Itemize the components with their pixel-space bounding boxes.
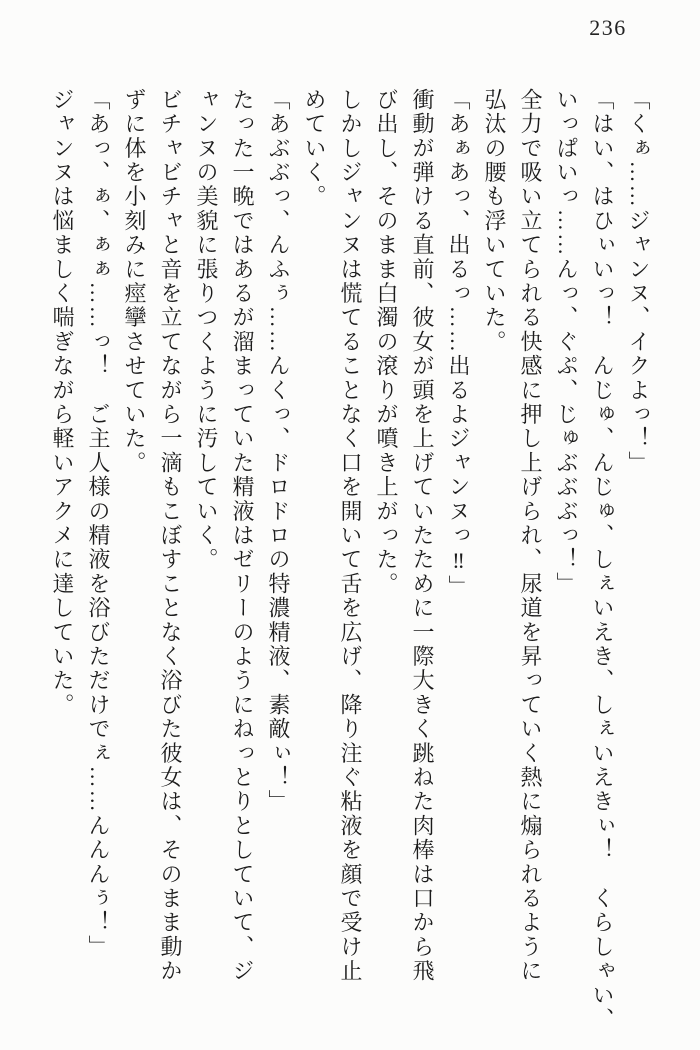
text-line: 弘汰の腰も浮いていた。 <box>482 88 507 355</box>
text-line: たった一晩ではあるが溜まっていた精液はゼリーのようにねっとりとしていて、ジ <box>230 88 255 984</box>
text-line: ビチャビチャと音を立てながら一滴もこぼすことなく浴びた彼女は、そのまま動か <box>158 88 183 984</box>
page-text <box>44 88 656 1032</box>
page-number: 236 <box>589 15 627 40</box>
text-line: 「くぁ……ジャンヌ、イクよっ！」 <box>626 88 651 476</box>
text-line: ずに体を小刻みに痙攣させていた。 <box>122 88 147 476</box>
text-line: 「あぶぶっ、んふぅ……んくっ、ドロドロの特濃精液、素敵ぃ！」 <box>266 88 291 814</box>
text-line: いっぱいっ……んっ、ぐぷ、じゅぶぶぶっ！」 <box>554 88 579 597</box>
text-line: 「あっ、ぁ、ぁぁ……っ！ ご主人様の精液を浴びただけでぇ……んんんぅ！」 <box>86 88 111 960</box>
text-line: めていく。 <box>302 88 327 209</box>
text-line: しかしジャンヌは慌てることなく口を開いて舌を広げ、降り注ぐ粘液を顔で受け止 <box>338 88 363 984</box>
text-line: ャンヌの美貌に張りつくように汚していく。 <box>194 88 219 572</box>
text-line: 「あぁあっ、出るっ……出るよジャンヌっ‼」 <box>446 88 471 600</box>
text-line: ジャンヌは悩ましく喘ぎながら軽いアクメに達していた。 <box>50 88 75 718</box>
text-line: 全力で吸い立てられる快感に押し上げられ、尿道を昇っていく熱に煽られるように <box>518 88 543 984</box>
text-line: 「はい、はひぃいっ！ んじゅ、んじゅ、しぇいえき、しぇいえきぃ！ くらしゃい、 <box>590 88 615 1032</box>
text-line: び出し、そのまま白濁の滾りが噴き上がった。 <box>374 88 399 597</box>
text-line: 衝動が弾ける直前、彼女が頭を上げていたために一際大きく跳ねた肉棒は口から飛 <box>410 88 435 984</box>
